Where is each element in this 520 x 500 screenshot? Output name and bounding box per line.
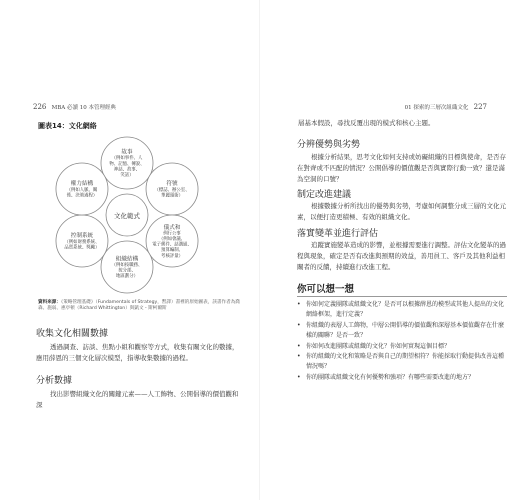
section-heading-implement: 落實變革並進行評估 — [297, 229, 379, 239]
figure-caption — [38, 300, 248, 312]
node-title: 儀式和 — [163, 224, 181, 231]
reflection-questions — [297, 300, 509, 383]
node-control-systems — [56, 215, 108, 267]
node-title: 控制系統 — [70, 233, 94, 240]
node-detail: 例行公事 — [163, 231, 181, 237]
node-detail: 地區劃分） — [116, 274, 138, 280]
section-text-strengths: 根據分析結果，思考文化如何支持或妨礙組織的目標與使命，是否存在對齊或不匹配的情況？公開倡導的價值觀是否與實際行動一致？還是滿為空洞的口號？ — [297, 153, 506, 184]
figure-title: 圖表14：文化網絡 — [38, 122, 97, 130]
section-heading-analyze: 分析數據 — [36, 376, 73, 386]
node-detail: （例如人脈、關 — [66, 187, 98, 193]
reflection-title: 你可以想一想 — [297, 284, 355, 295]
intro-text: 層基本假設，尋找反覆出現的模式和核心主題。 — [298, 119, 435, 127]
node-detail: 按分部、 — [118, 268, 136, 274]
node-title: 符號 — [166, 181, 178, 188]
node-detail: 係、決策過程） — [66, 193, 98, 199]
node-detail: 華麗頭銜） — [161, 193, 184, 199]
section-heading-recommend: 制定改進建議 — [297, 190, 352, 200]
question-item: • 你的組織的文化和策略是否與自己的期望相符？你能採取行動提供改善這種情況嗎？ — [297, 352, 509, 373]
node-title: 組織結構 — [115, 256, 139, 263]
section-text-analyze: 找出影響組織文化的關鍵元素——人工飾物、公開倡導的價值觀和深 — [36, 390, 239, 410]
node-detail: 品質系統、獎勵） — [64, 245, 100, 251]
section-text-recommend: 根據數據分析所找出的優勢與劣勢，考慮如何調整分成三層的文化元素，以便打造更積極、有效的組織文化。 — [297, 202, 506, 222]
node-symbols — [146, 163, 198, 215]
node-detail: （例如財務系統、 — [64, 239, 100, 245]
reflection-rule — [297, 296, 507, 297]
node-title: 權力結構 — [70, 181, 94, 188]
section-text-collect: 透過調查、訪談、焦點小組和觀察等方式，收集有關文化的數據，應用薛恩的三個文化層次模型，指導收集數據的過程。 — [36, 343, 239, 363]
question-item: • 你的團隊或組織文化有何優勢和強項？有哪些需要改進的地方？ — [297, 373, 509, 383]
question-item: • 你如何改進團隊或組織的文化？你如何實現這個目標？ — [297, 342, 509, 352]
node-detail: 電子郵件、話溝通、 — [152, 242, 192, 248]
section-text-implement: 追蹤實施變革造成的影響，並根據需要進行調整。評估文化變革的過程與現象，確定是否有改進與預期的效益，善用員工、客戶及其他利益相關者的反饋，持續進行改進工程。 — [297, 241, 506, 272]
node-power-structures — [56, 163, 108, 215]
book-title: MBA 必讀 10 本管理經典 — [51, 105, 117, 111]
node-detail: 物、記憶、傳說、 — [109, 161, 145, 167]
node-detail: （例如按職務、 — [111, 263, 143, 268]
node-detail: 考核評量） — [161, 253, 184, 259]
node-detail: 笑話） — [120, 173, 134, 178]
caption-source: 資料來源： — [38, 300, 61, 305]
node-title: 故事 — [121, 149, 133, 156]
caption-text: 《策略管理基礎》（Fundamentals of Strategy，暫譯）書裡的原始圖表，該書作者為喬森、施弱、惠亭頓（Richard Whittington）與凱文・斯柯爾斯 — [38, 300, 240, 312]
node-organisational-structures — [101, 241, 153, 293]
section-heading-strengths: 分辨優勢與劣勢 — [297, 140, 361, 150]
node-detail: 神話、故事、 — [113, 167, 141, 173]
node-detail: （標誌、辦公室、 — [154, 187, 190, 193]
node-rituals-routines — [146, 215, 198, 267]
right-page-number: 227 — [473, 103, 487, 111]
left-running-head — [33, 103, 116, 111]
question-item: • 你組織的表層人工飾物，中層公開倡導的價值觀和深層基本價值觀存在什麼樣的關聯？是否一致？ — [297, 321, 509, 342]
section-heading-collect: 收集文化相關數據 — [36, 329, 109, 339]
center-label: 文化範式 — [114, 212, 140, 220]
culture-web-diagram — [0, 130, 260, 295]
node-detail: （例如事件、人 — [111, 156, 143, 162]
node-stories — [101, 137, 153, 189]
left-page-number: 226 — [33, 103, 47, 111]
node-detail: （例如會議、 — [158, 237, 186, 242]
chapter-title: 01 探索的三層次組織文化 — [404, 105, 469, 111]
right-running-head — [405, 103, 487, 111]
node-detail: 預算編制、 — [161, 248, 184, 254]
question-item: • 你如何定義團隊或組織文化？是否可以根據薛恩的模型或其他人提出的文化網絡框架，進行定義？ — [297, 300, 509, 321]
